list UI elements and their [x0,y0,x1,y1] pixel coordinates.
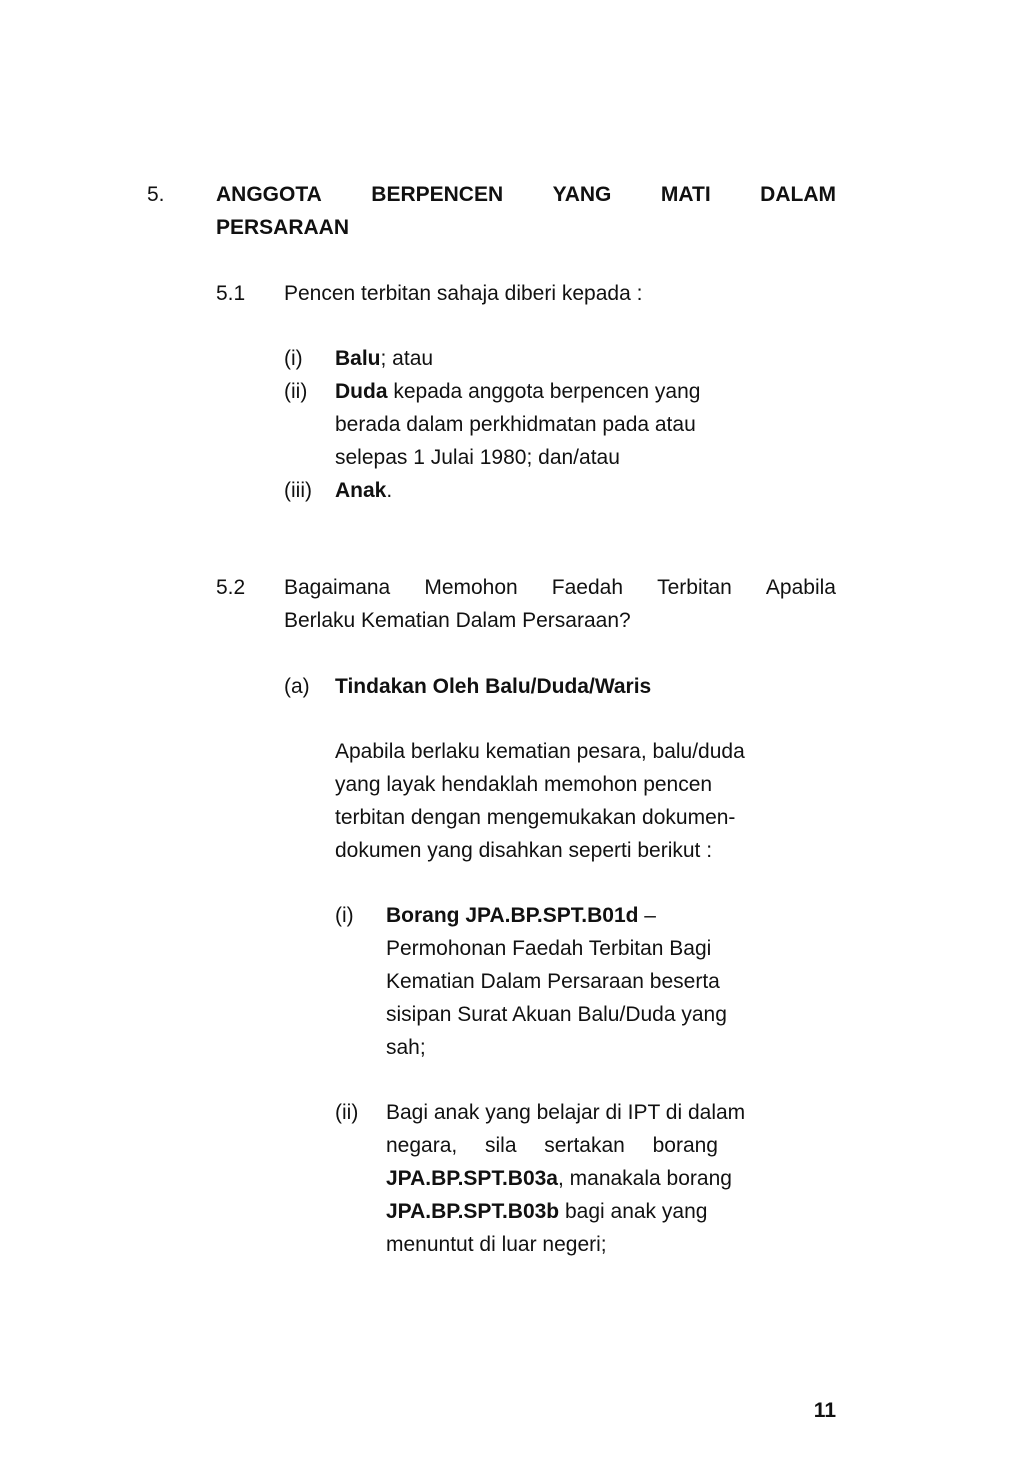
paragraph-line: Apabila berlaku kematian pesara, balu/duda [335,740,745,763]
section-5-number: 5. [147,183,165,206]
list-item-continuation: menuntut di luar negeri; [386,1233,607,1256]
section-5-2-number: 5.2 [216,576,246,599]
list-item-continuation: berada dalam perkhidmatan pada atau [335,413,696,436]
page-number: 11 [813,1399,836,1422]
list-item-text: bagi anak yang [559,1200,708,1223]
list-marker: (i) [335,904,354,927]
heading-word: Faedah [551,576,624,599]
subsection-a-marker: (a) [284,675,310,698]
word: borang [652,1134,718,1157]
section-5-2-heading-line2: Berlaku Kematian Dalam Persaraan? [284,609,631,632]
list-item-justified-line [386,1129,718,1162]
paragraph-line: yang layak hendaklah memohon pencen [335,773,713,796]
section-5-1-text: Pencen terbitan sahaja diberi kepada : [284,282,643,305]
list-item-bold: Balu [335,347,381,370]
subsection-a-heading: Tindakan Oleh Balu/Duda/Waris [335,675,652,698]
list-item [335,375,700,408]
heading-word: Terbitan [657,576,732,599]
list-item-continuation: sah; [386,1036,426,1059]
list-item-text: ; atau [380,347,434,370]
heading-word: Memohon [424,576,518,599]
list-item [386,899,656,932]
heading-word: Apabila [765,576,836,599]
list-item-text: , manakala borang [557,1167,732,1190]
title-word: BERPENCEN [371,183,504,206]
title-word: ANGGOTA [216,183,322,206]
word: negara, [386,1134,458,1157]
form-code: JPA.BP.SPT.B03b [386,1200,560,1223]
section-5-2-heading-line1 [284,571,836,604]
title-word: MATI [660,183,711,206]
list-item-continuation [386,1195,707,1228]
list-marker: (ii) [335,1101,359,1124]
list-item-continuation: Permohonan Faedah Terbitan Bagi [386,937,712,960]
form-code: Borang JPA.BP.SPT.B01d [386,904,639,927]
heading-word: Bagaimana [284,576,391,599]
title-word: DALAM [760,183,836,206]
list-marker: (iii) [284,479,312,502]
paragraph-line: terbitan dengan mengemukakan dokumen- [335,806,736,829]
list-item-continuation: selepas 1 Julai 1980; dan/atau [335,446,620,469]
list-item-bold: Anak [335,479,387,502]
section-5-title-line1 [216,178,836,211]
section-5-1-number: 5.1 [216,282,246,305]
list-item [335,474,392,507]
paragraph-line: dokumen yang disahkan seperti berikut : [335,839,713,862]
title-word: YANG [552,183,612,206]
list-marker: (ii) [284,380,308,403]
list-item-text: . [386,479,393,502]
list-item [335,342,433,375]
form-code: JPA.BP.SPT.B03a [386,1167,558,1190]
list-item-text: – [638,904,656,927]
word: sila [485,1134,517,1157]
list-item-continuation: sisipan Surat Akuan Balu/Duda yang [386,1003,727,1026]
list-item-continuation: Kematian Dalam Persaraan beserta [386,970,720,993]
word: sertakan [544,1134,625,1157]
list-item-text: kepada anggota berpencen yang [387,380,701,403]
list-item-continuation [386,1162,732,1195]
section-5-title-line2: PERSARAAN [216,216,350,239]
list-item: Bagi anak yang belajar di IPT di dalam [386,1101,746,1124]
list-marker: (i) [284,347,303,370]
list-item-bold: Duda [335,380,388,403]
